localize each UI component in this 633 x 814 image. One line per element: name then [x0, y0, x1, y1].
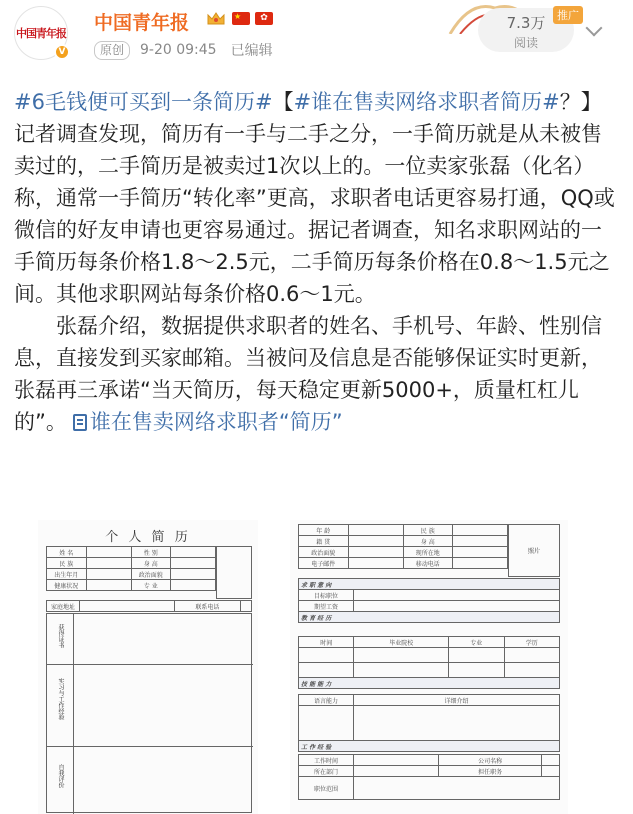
paragraph-text: ？】记者调查发现，简历有一手与二手之分，一手简历就是从未被售卖过的，二手简历是被卖过1次以上的。一位卖家张磊（化名）称，通常一手简历“转化率”更高，求职者电话更容易打通，QQ或微信的好友申请也更容易通过。据记者调查，知名求职网站的一手简历每条价格1.8～2.5元，二手简历每条价格在0.8～1.5元之间。其他求职网站每条价格0.6～1元。 — [14, 90, 615, 306]
section-label: 获得证书 — [57, 624, 64, 648]
resume-address-table: 家庭地址 联系电话 — [46, 600, 252, 612]
edited-label[interactable]: 已编辑 — [230, 43, 273, 59]
resume-skill-table: 语言能力 详细介绍 工 作 经 验 — [298, 694, 560, 752]
paragraph-text: 张磊介绍，数据提供求职者的姓名、手机号、年龄、性别信息，直接发到买家邮箱。当被问及信息是否能够保证实时更新，张磊再三承诺“当天简历，每天稳定更新5000+，质量杠杠儿的”。 — [14, 314, 602, 434]
resume-work-table: 工作时间 公司名称 所在部门 担任职务 职位范围 — [298, 754, 560, 800]
bracket-open: 【 — [272, 90, 294, 114]
resume-basic-table: 姓 名 性 别 民 族 身 高 出生年月 政治面貌 健康状况 专 业 — [46, 546, 216, 591]
hashtag-link[interactable]: #谁在售卖网络求职者简历# — [293, 90, 560, 114]
promo-tag[interactable]: 推广 — [553, 6, 583, 24]
flag-hk-icon: ✿ — [255, 12, 273, 25]
post-body — [14, 86, 618, 438]
flag-cn-icon: ★ — [232, 12, 250, 25]
resume-image-right[interactable] — [290, 520, 568, 814]
post-paragraph-2 — [14, 310, 618, 438]
crown-icon — [206, 10, 226, 28]
article-link[interactable]: 谁在售卖网络求职者“简历” — [89, 410, 343, 434]
timestamp: 9-20 09:45 — [140, 42, 217, 58]
account-name[interactable]: 中国青年报 — [94, 12, 190, 34]
resume-edu-table: 时间 毕业院校 专业 学历 技 能 能 力 — [298, 636, 560, 689]
post-meta — [94, 40, 273, 60]
post-paragraph-1 — [14, 86, 618, 310]
photo-box — [216, 546, 252, 599]
resume-sections — [46, 613, 252, 813]
resume-intent-table: 求 职 意 向 目标职位 期望工资 教 育 经 历 — [298, 578, 560, 623]
hashtag-link[interactable]: #6毛钱便可买到一条简历# — [14, 90, 273, 114]
chevron-down-icon[interactable] — [586, 20, 603, 37]
article-link-icon[interactable] — [73, 414, 87, 431]
resume-title: 个 人 简 历 — [105, 530, 191, 545]
resume-image-left[interactable] — [38, 520, 258, 814]
read-count: 7.3万 — [506, 14, 546, 32]
section-label: 实习与工作经验 — [57, 678, 64, 720]
original-tag: 原创 — [94, 41, 130, 60]
verified-badge-icon: V — [54, 44, 70, 60]
avatar-logo: 中国青年报 — [16, 27, 66, 40]
section-label: 自我评价 — [57, 764, 64, 788]
photo-box: 照片 — [508, 524, 560, 577]
read-label: 阅读 — [513, 36, 538, 50]
resume-info-table: 年 龄 民 族 籍 贯 身 高 政治面貌 现所在地 电子邮件 移动电话 — [298, 524, 508, 569]
post-header — [0, 0, 633, 66]
